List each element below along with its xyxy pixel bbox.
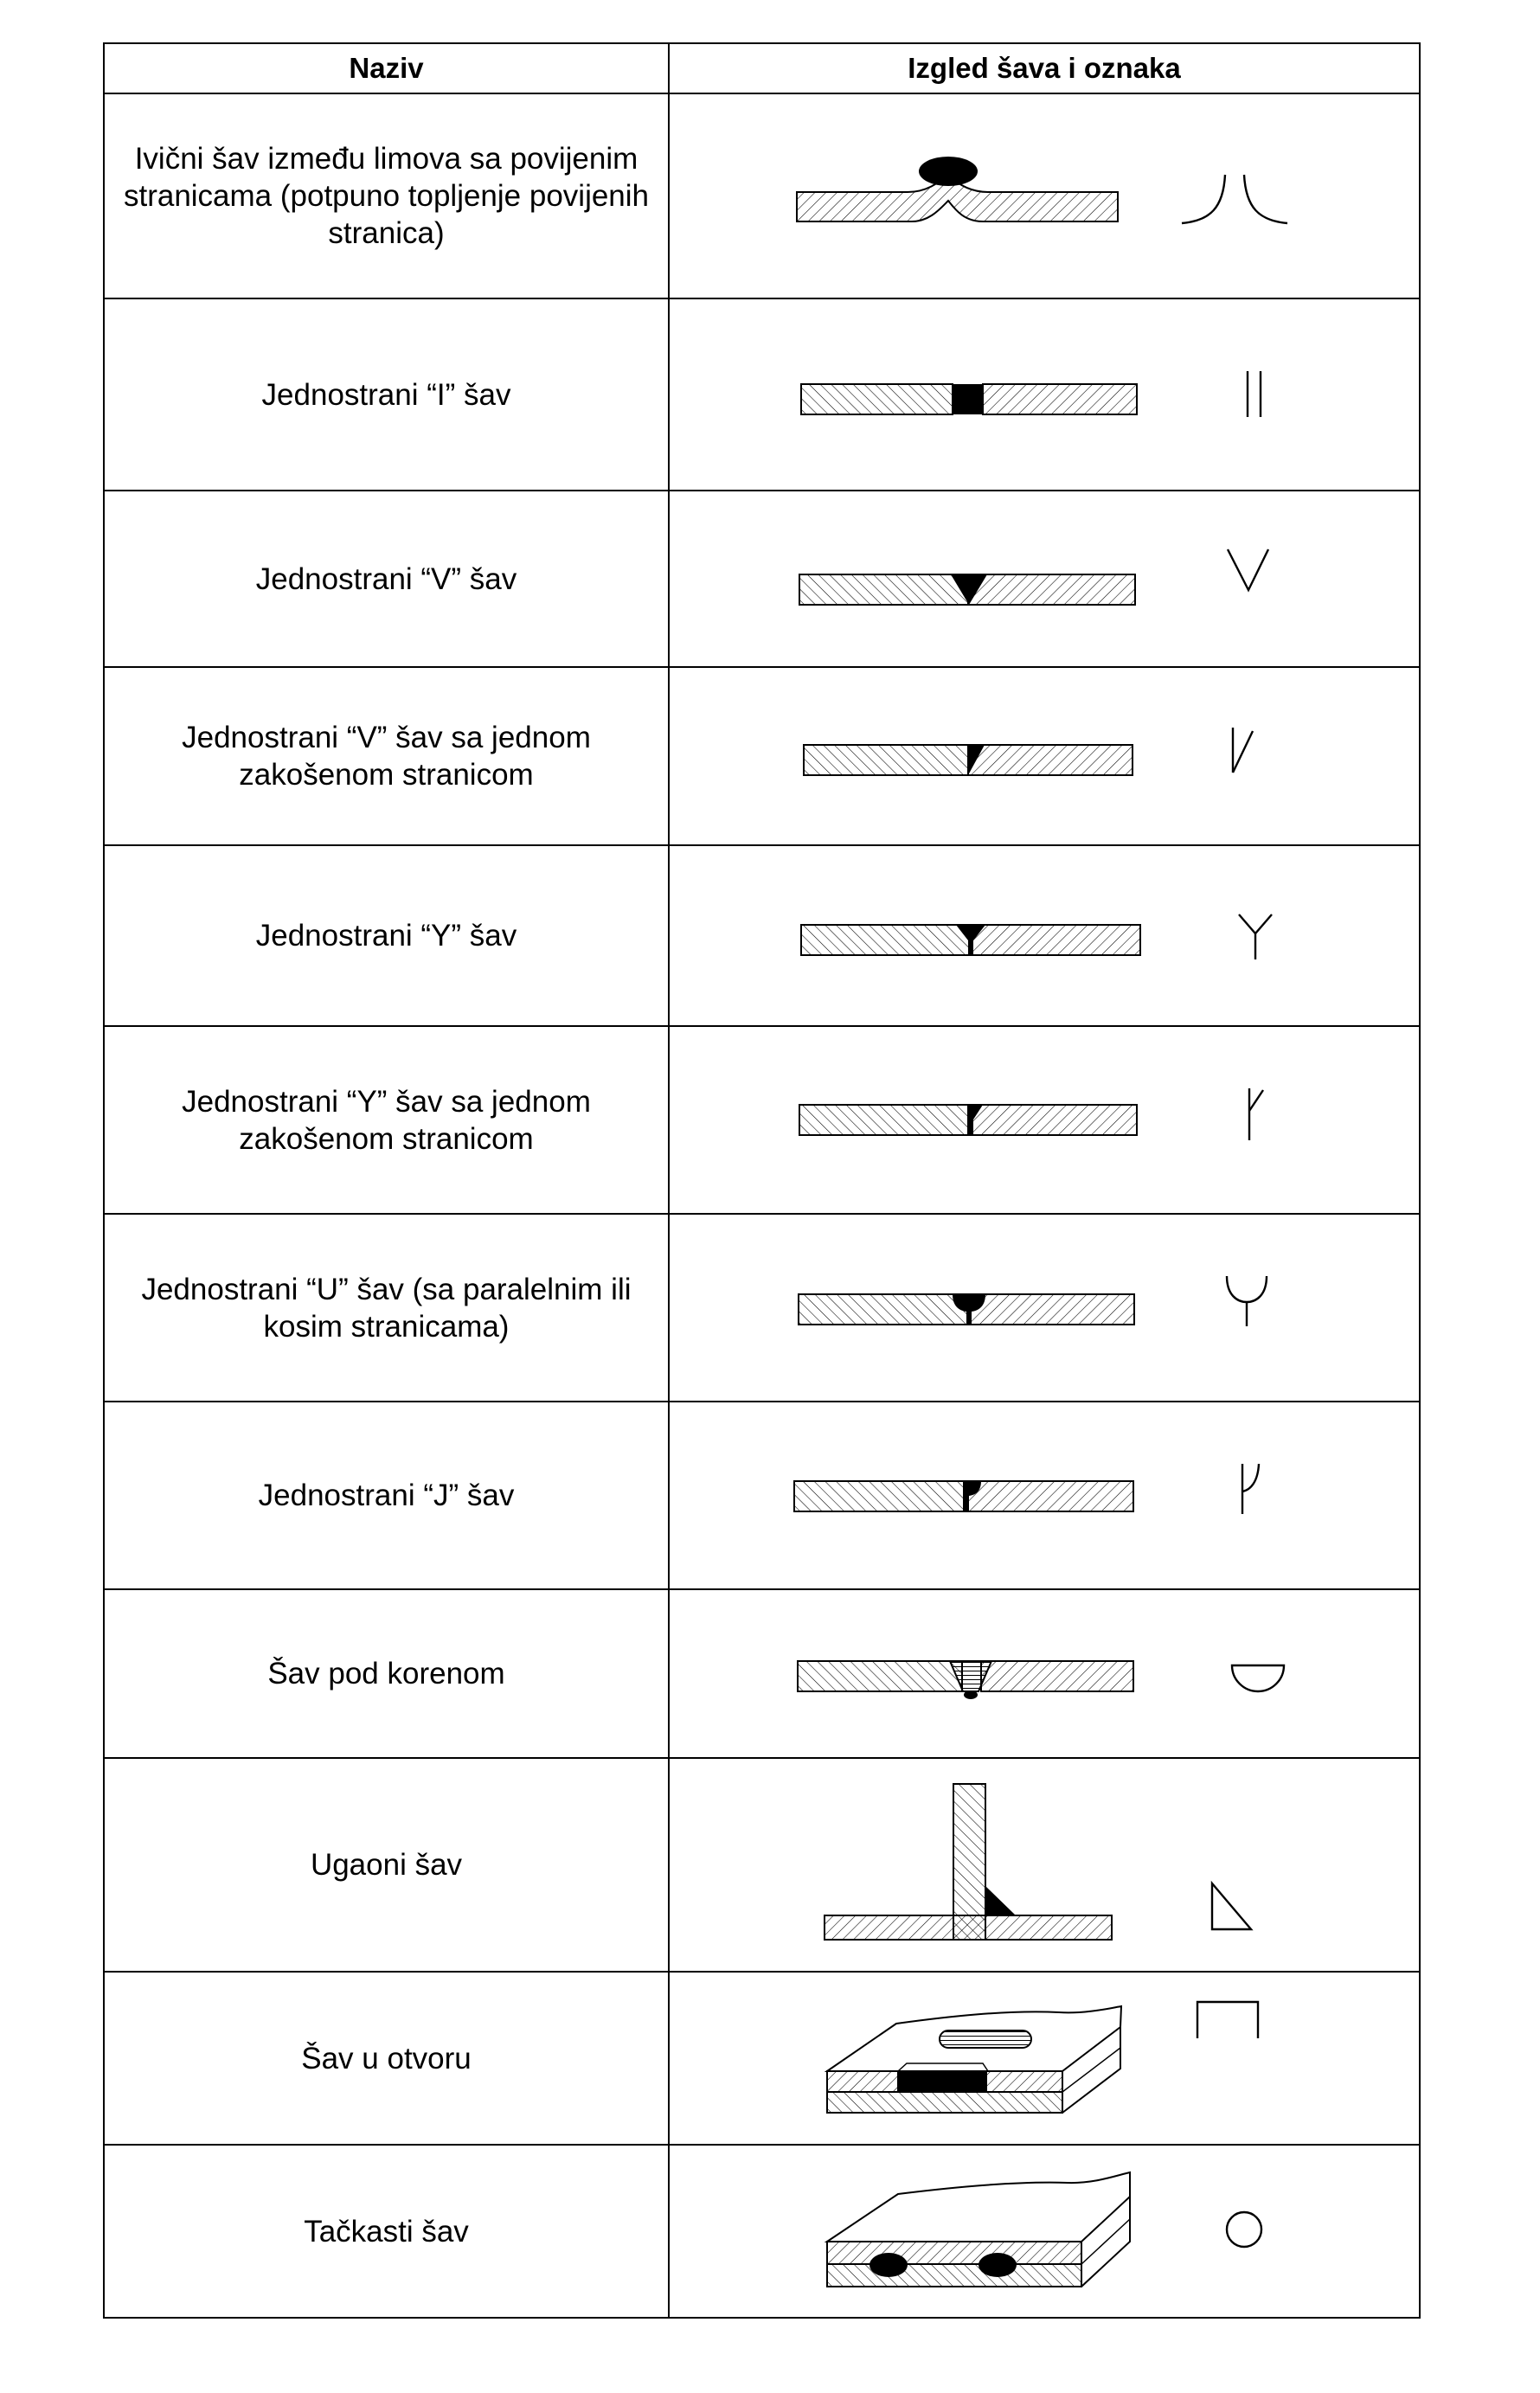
weld-name: Jednostrani “J” šav [104, 1402, 669, 1589]
backing-weld-drawing [670, 1591, 1419, 1756]
weld-figure-cell [669, 845, 1420, 1026]
weld-figure-cell [669, 1402, 1420, 1589]
single-y-drawing [670, 847, 1419, 1024]
header-name: Naziv [104, 43, 669, 93]
single-j-symbol [1242, 1464, 1259, 1514]
table-row [104, 93, 1420, 298]
single-v-symbol [1228, 549, 1268, 590]
weld-name: Ugaoni šav [104, 1758, 669, 1972]
weld-name: Jednostrani “Y” šav sa jednom zakošenom stranicom [104, 1026, 669, 1214]
plug-weld-symbol [1197, 2002, 1258, 2038]
single-v-drawing [670, 492, 1419, 665]
weld-figure-cell [669, 491, 1420, 667]
table-row [104, 845, 1420, 1026]
weld-name: Jednostrani “I” šav [104, 298, 669, 491]
weld-figure-cell [669, 1026, 1420, 1214]
fillet-weld-symbol [1212, 1883, 1251, 1929]
spot-weld-symbol [1227, 2212, 1261, 2247]
weld-name: Šav pod korenom [104, 1589, 669, 1758]
edge-flange-symbol [1182, 175, 1287, 223]
weld-types-table [103, 42, 1421, 2319]
single-bevel-drawing [670, 669, 1419, 844]
weld-name: Jednostrani “U” šav (sa paralelnim ili kosim stranicama) [104, 1214, 669, 1402]
table-row [104, 1214, 1420, 1402]
single-bevel-y-drawing [670, 1028, 1419, 1212]
single-y-symbol [1239, 914, 1272, 959]
weld-figure-cell [669, 1972, 1420, 2145]
weld-figure-cell [669, 667, 1420, 845]
single-u-drawing [670, 1216, 1419, 1400]
square-butt-drawing [670, 300, 1419, 489]
weld-name: Ivični šav između limova sa povijenim stranicama (potpuno topljenje povijenih stranica) [104, 93, 669, 298]
table-row [104, 1758, 1420, 1972]
single-j-drawing [670, 1403, 1419, 1588]
weld-name: Jednostrani “V” šav [104, 491, 669, 667]
plug-weld-drawing [670, 1973, 1419, 2143]
weld-figure-cell [669, 298, 1420, 491]
weld-name: Jednostrani “Y” šav [104, 845, 669, 1026]
table-row [104, 1026, 1420, 1214]
table-row [104, 2145, 1420, 2318]
weld-figure-cell [669, 1214, 1420, 1402]
header-row [104, 43, 1420, 93]
edge-flange-drawing [670, 95, 1419, 297]
weld-name: Tačkasti šav [104, 2145, 669, 2318]
table-row [104, 667, 1420, 845]
fillet-weld-drawing [670, 1760, 1419, 1970]
weld-figure-cell [669, 2145, 1420, 2318]
table-row [104, 491, 1420, 667]
weld-figure-cell [669, 93, 1420, 298]
table-row [104, 1402, 1420, 1589]
table-row [104, 298, 1420, 491]
weld-figure-cell [669, 1758, 1420, 1972]
table-row [104, 1589, 1420, 1758]
single-bevel-y-symbol [1249, 1088, 1263, 1140]
square-butt-symbol [1248, 371, 1261, 417]
single-u-symbol [1227, 1276, 1267, 1326]
backing-weld-symbol [1232, 1665, 1284, 1691]
header-appearance: Izgled šava i oznaka [669, 43, 1420, 93]
spot-weld-drawing [670, 2146, 1419, 2316]
weld-name: Šav u otvoru [104, 1972, 669, 2145]
single-bevel-symbol [1233, 728, 1253, 773]
weld-figure-cell [669, 1589, 1420, 1758]
table-row [104, 1972, 1420, 2145]
weld-name: Jednostrani “V” šav sa jednom zakošenom stranicom [104, 667, 669, 845]
